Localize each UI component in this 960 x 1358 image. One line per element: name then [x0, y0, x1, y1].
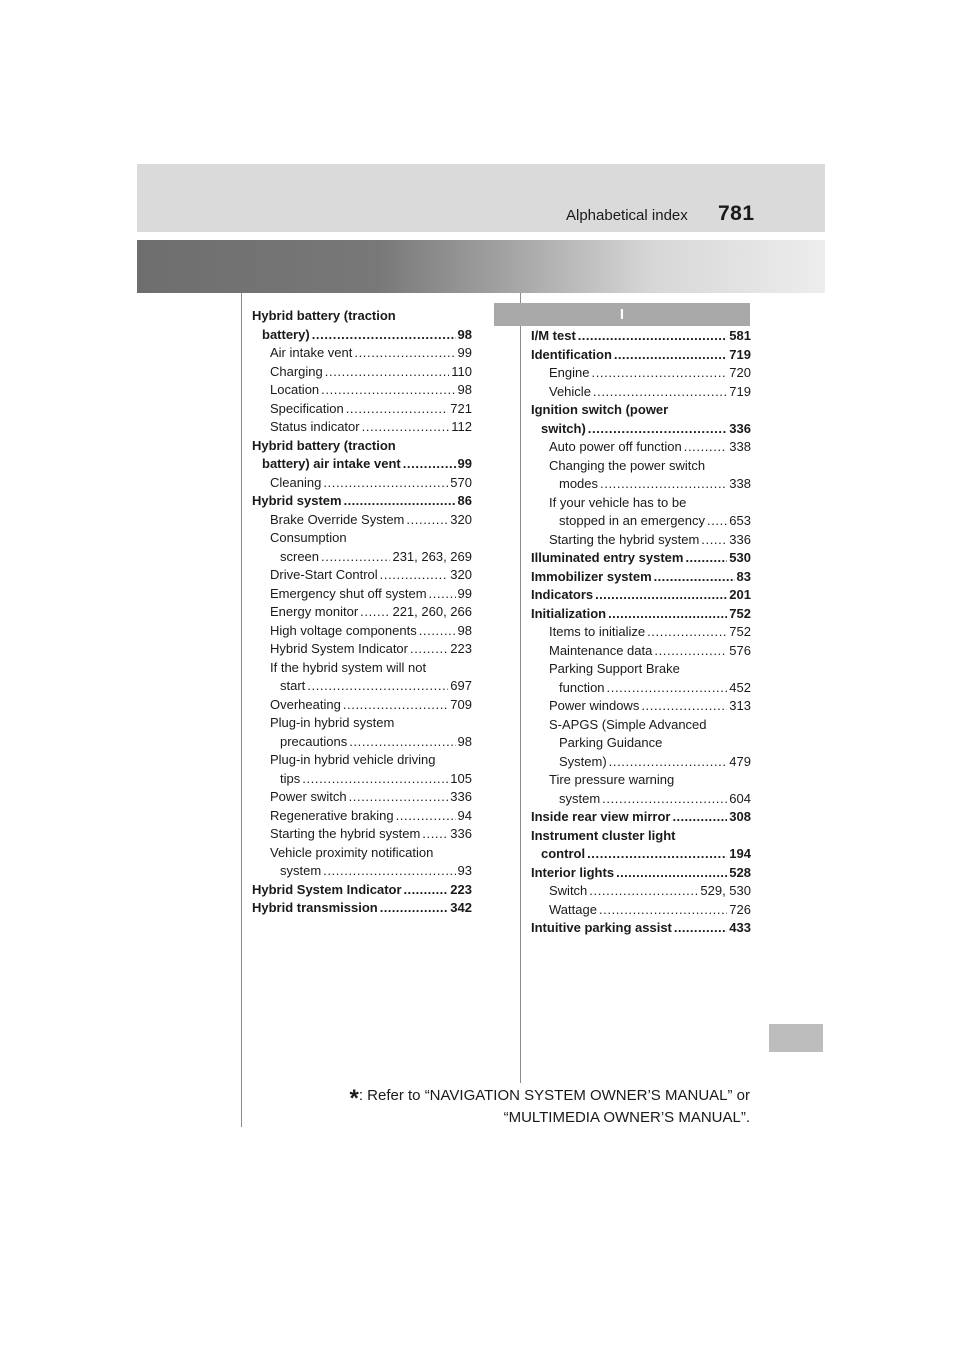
- entry-page: 112: [451, 419, 472, 434]
- column-divider: [520, 293, 521, 1083]
- dot-leader: [349, 788, 449, 807]
- entry-page: 719: [729, 383, 751, 399]
- dot-leader: [589, 882, 698, 901]
- index-entry: [531, 864, 751, 883]
- entry-page: 336: [729, 420, 751, 436]
- entry-page: 98: [457, 382, 472, 397]
- entry-term: Power windows: [549, 698, 640, 713]
- entry-term: Identification: [531, 346, 612, 362]
- entry-term: Location: [270, 382, 320, 397]
- entry-page: 93: [457, 863, 472, 878]
- entry-page: 99: [457, 456, 472, 471]
- dot-leader: [312, 326, 456, 345]
- entry-page: 530: [729, 550, 751, 565]
- entry-term: High voltage components: [270, 622, 417, 638]
- entry-page: 338: [729, 439, 751, 454]
- entry-term: Vehicle: [549, 383, 591, 399]
- index-entry: [531, 901, 751, 920]
- entry-page: 726: [729, 901, 751, 917]
- index-entry: [531, 697, 751, 716]
- index-entry: [531, 642, 751, 661]
- entry-term: If your vehicle has to be: [549, 494, 687, 510]
- index-entry: [252, 400, 472, 419]
- index-entry: [252, 585, 472, 604]
- entry-page: 336: [450, 826, 472, 841]
- entry-term: control: [541, 846, 586, 861]
- dot-leader: [349, 733, 455, 752]
- entry-page: 697: [450, 678, 472, 693]
- entry-term: If the hybrid system will not: [270, 659, 427, 675]
- index-entry: [252, 326, 472, 345]
- entry-term: Ignition switch (power: [531, 402, 669, 417]
- index-entry: [252, 714, 472, 733]
- dot-leader: [685, 549, 727, 568]
- index-entry: [531, 827, 751, 846]
- index-entry: [252, 770, 472, 789]
- entry-page: 98: [457, 622, 472, 638]
- entry-term: Hybrid System Indicator: [270, 641, 408, 656]
- footnote-line-1: : Refer to “NAVIGATION SYSTEM OWNER’S MANUAL” or: [358, 1087, 750, 1104]
- entry-term: Hybrid battery (traction: [252, 308, 396, 323]
- index-entry: [252, 807, 472, 826]
- entry-term: Air intake vent: [270, 345, 353, 360]
- entry-term: Plug-in hybrid vehicle driving: [270, 752, 436, 767]
- entry-term: Energy monitor: [270, 604, 359, 619]
- entry-page: 581: [729, 328, 751, 343]
- entry-term: Items to initialize: [549, 624, 646, 639]
- entry-term: Status indicator: [270, 419, 360, 434]
- index-entry: [252, 899, 472, 918]
- dot-leader: [429, 585, 456, 604]
- entry-page: 721: [450, 400, 472, 416]
- entry-page: 433: [729, 920, 751, 935]
- entry-term: Wattage: [549, 901, 597, 917]
- index-entry: [531, 327, 751, 346]
- index-entry: [252, 455, 472, 474]
- index-entry: [531, 623, 751, 642]
- entry-term: Overheating: [270, 696, 341, 712]
- index-entry: [531, 568, 751, 587]
- dot-leader: [672, 808, 727, 827]
- entry-term: Illuminated entry system: [531, 550, 684, 565]
- entry-term: Changing the power switch: [549, 457, 706, 473]
- index-entry: [252, 363, 472, 382]
- dot-leader: [674, 919, 727, 938]
- entry-term: function: [559, 679, 605, 695]
- page-number: 781: [718, 202, 755, 225]
- index-entry: [531, 401, 751, 420]
- index-entry: [252, 474, 472, 493]
- index-entry: [531, 383, 751, 402]
- entry-page: 313: [729, 698, 751, 713]
- index-entry: [252, 511, 472, 530]
- entry-page: 479: [729, 753, 751, 769]
- entry-term: Brake Override System: [270, 511, 405, 527]
- index-entry: [531, 734, 751, 753]
- entry-term: Instrument cluster light: [531, 827, 676, 843]
- footnote-asterisk: *: [349, 1085, 359, 1112]
- index-entry: [531, 771, 751, 790]
- index-entry: [531, 586, 751, 605]
- entry-page: 308: [729, 809, 751, 824]
- entry-term: System): [559, 753, 607, 769]
- entry-page: 99: [457, 345, 472, 360]
- dot-leader: [302, 770, 448, 789]
- index-entry: [252, 548, 472, 567]
- entry-page: 223: [450, 881, 472, 897]
- entry-term: switch): [541, 420, 586, 436]
- entry-term: system: [280, 863, 322, 878]
- entry-term: Interior lights: [531, 864, 615, 880]
- entry-term: Hybrid battery (traction: [252, 437, 396, 453]
- dot-leader: [587, 845, 727, 864]
- dot-leader: [406, 511, 448, 530]
- dot-leader: [684, 438, 728, 457]
- entry-page: 201: [729, 587, 751, 602]
- index-entry: [531, 438, 751, 457]
- entry-term: Hybrid system: [252, 493, 342, 508]
- index-entry: [252, 344, 472, 363]
- index-entry: [252, 307, 472, 326]
- index-entry: [252, 566, 472, 585]
- dot-leader: [593, 383, 727, 402]
- entry-page: 342: [450, 900, 472, 915]
- entry-term: Immobilizer system: [531, 568, 652, 584]
- entry-term: modes: [559, 476, 599, 491]
- entry-term: stopped in an emergency: [559, 513, 705, 528]
- index-entry: [252, 659, 472, 678]
- dot-leader: [578, 327, 728, 346]
- index-entry: [531, 790, 751, 809]
- index-column-left: [252, 307, 472, 918]
- dot-leader: [614, 346, 727, 365]
- entry-page: 719: [729, 346, 751, 362]
- index-entry: [531, 549, 751, 568]
- entry-page: 98: [457, 326, 472, 342]
- index-entry: [252, 862, 472, 881]
- dot-leader: [323, 862, 455, 881]
- entry-page: 576: [729, 642, 751, 658]
- dot-leader: [346, 400, 449, 419]
- thumb-tab-marker: [769, 1024, 823, 1052]
- entry-page: 86: [457, 493, 472, 508]
- dot-leader: [599, 901, 727, 920]
- entry-term: Cleaning: [270, 474, 322, 490]
- index-entry: [531, 364, 751, 383]
- index-entry: [252, 751, 472, 770]
- index-entry: [252, 844, 472, 863]
- dot-leader: [588, 420, 728, 439]
- entry-page: 83: [736, 568, 751, 584]
- entry-term: Initialization: [531, 605, 607, 621]
- entry-page: 99: [457, 585, 472, 601]
- index-entry: [531, 420, 751, 439]
- entry-page: 223: [450, 641, 472, 656]
- index-entry: [252, 437, 472, 456]
- dot-leader: [307, 677, 448, 696]
- dot-leader: [591, 364, 727, 383]
- entry-term: Parking Guidance: [559, 735, 663, 750]
- index-entry: [531, 605, 751, 624]
- dot-leader: [343, 696, 448, 715]
- entry-term: Inside rear view mirror: [531, 809, 671, 824]
- dot-leader: [608, 605, 727, 624]
- entry-term: Vehicle proximity notification: [270, 844, 434, 860]
- entry-term: Hybrid transmission: [252, 900, 378, 915]
- entry-term: Emergency shut off system: [270, 585, 427, 601]
- entry-page: 338: [729, 476, 751, 491]
- dot-leader: [600, 475, 727, 494]
- dot-leader: [325, 363, 450, 382]
- index-entry: [531, 808, 751, 827]
- dot-leader: [701, 531, 727, 550]
- entry-term: Engine: [549, 365, 590, 380]
- dot-leader: [380, 566, 449, 585]
- entry-page: 110: [451, 363, 472, 379]
- entry-term: battery): [262, 326, 310, 342]
- dot-leader: [647, 623, 727, 642]
- index-entry: [531, 845, 751, 864]
- entry-page: 94: [457, 807, 472, 823]
- section-title: Alphabetical index: [566, 207, 688, 224]
- index-entry: [252, 381, 472, 400]
- index-entry: [252, 696, 472, 715]
- entry-term: Intuitive parking assist: [531, 920, 672, 935]
- entry-page: 452: [729, 679, 751, 695]
- entry-term: Starting the hybrid system: [549, 531, 700, 547]
- dot-leader: [360, 603, 390, 622]
- dot-leader: [403, 455, 456, 474]
- entry-page: 720: [729, 365, 751, 380]
- dot-leader: [323, 474, 448, 493]
- entry-term: Tire pressure warning: [549, 772, 675, 787]
- entry-term: Plug-in hybrid system: [270, 715, 395, 730]
- entry-page: 752: [729, 605, 751, 621]
- entry-term: battery) air intake vent: [262, 456, 401, 471]
- dot-leader: [354, 344, 455, 363]
- dot-leader: [362, 418, 450, 437]
- index-entry: [531, 346, 751, 365]
- index-entry: [531, 494, 751, 513]
- dot-leader: [654, 568, 735, 587]
- entry-term: precautions: [280, 733, 348, 749]
- dot-leader: [707, 512, 727, 531]
- dot-leader: [419, 622, 456, 641]
- entry-page: 336: [729, 531, 751, 547]
- gradient-banner: [137, 240, 825, 293]
- index-column-right: [531, 327, 751, 938]
- entry-term: start: [280, 678, 306, 693]
- index-entry: [252, 825, 472, 844]
- entry-page: 221, 260, 266: [392, 604, 472, 619]
- dot-leader: [595, 586, 727, 605]
- entry-term: Regenerative braking: [270, 807, 394, 823]
- entry-page: 604: [729, 790, 751, 806]
- dot-leader: [616, 864, 727, 883]
- index-entry: [531, 660, 751, 679]
- index-entry: [252, 788, 472, 807]
- index-entry: [252, 881, 472, 900]
- dot-leader: [380, 899, 449, 918]
- footnote-line-2: “MULTIMEDIA OWNER’S MANUAL”.: [503, 1109, 750, 1126]
- index-entry: [252, 640, 472, 659]
- dot-leader: [321, 548, 390, 567]
- dot-leader: [404, 881, 449, 900]
- footnote: [290, 1086, 750, 1127]
- dot-leader: [609, 753, 728, 772]
- entry-page: 231, 263, 269: [392, 548, 472, 564]
- entry-term: Specification: [270, 400, 344, 416]
- dot-leader: [410, 640, 448, 659]
- dot-leader: [321, 381, 455, 400]
- index-entry: [252, 733, 472, 752]
- dot-leader: [641, 697, 727, 716]
- entry-page: 105: [450, 770, 472, 786]
- entry-page: 320: [450, 511, 472, 527]
- section-letter-bar: I: [494, 303, 750, 326]
- entry-page: 529, 530: [700, 883, 751, 898]
- entry-term: tips: [280, 770, 301, 786]
- entry-term: Charging: [270, 363, 323, 379]
- index-entry: [531, 716, 751, 735]
- entry-term: system: [559, 790, 601, 806]
- index-entry: [531, 753, 751, 772]
- entry-term: Parking Support Brake: [549, 661, 680, 676]
- entry-page: 194: [729, 846, 751, 861]
- entry-term: Indicators: [531, 587, 594, 602]
- entry-page: 570: [450, 474, 472, 490]
- left-margin-rule: [241, 293, 242, 1127]
- entry-term: I/M test: [531, 328, 576, 343]
- index-entry: [531, 512, 751, 531]
- dot-leader: [344, 492, 456, 511]
- index-entry: [531, 919, 751, 938]
- entry-page: 752: [729, 624, 751, 639]
- entry-term: screen: [280, 548, 320, 564]
- index-entry: [252, 677, 472, 696]
- index-entry: [531, 882, 751, 901]
- dot-leader: [654, 642, 727, 661]
- dot-leader: [422, 825, 448, 844]
- entry-term: Hybrid System Indicator: [252, 881, 402, 897]
- dot-leader: [607, 679, 728, 698]
- dot-leader: [602, 790, 727, 809]
- index-entry: [252, 603, 472, 622]
- entry-term: Power switch: [270, 789, 347, 804]
- entry-page: 653: [729, 513, 751, 528]
- entry-page: 709: [450, 696, 472, 712]
- index-entry: [531, 457, 751, 476]
- entry-term: Starting the hybrid system: [270, 826, 421, 841]
- entry-term: Switch: [549, 883, 588, 898]
- entry-page: 98: [457, 733, 472, 749]
- index-entry: [252, 418, 472, 437]
- dot-leader: [396, 807, 456, 826]
- entry-term: Maintenance data: [549, 642, 653, 658]
- index-entry: [531, 679, 751, 698]
- index-entry: [252, 622, 472, 641]
- entry-page: 336: [450, 789, 472, 804]
- entry-page: 528: [729, 864, 751, 880]
- entry-page: 320: [450, 567, 472, 582]
- index-entry: [252, 492, 472, 511]
- entry-term: Drive-Start Control: [270, 567, 378, 582]
- entry-term: Consumption: [270, 530, 347, 545]
- entry-term: Auto power off function: [549, 439, 682, 454]
- entry-term: S-APGS (Simple Advanced: [549, 716, 707, 732]
- index-entry: [252, 529, 472, 548]
- index-entry: [531, 531, 751, 550]
- index-entry: [531, 475, 751, 494]
